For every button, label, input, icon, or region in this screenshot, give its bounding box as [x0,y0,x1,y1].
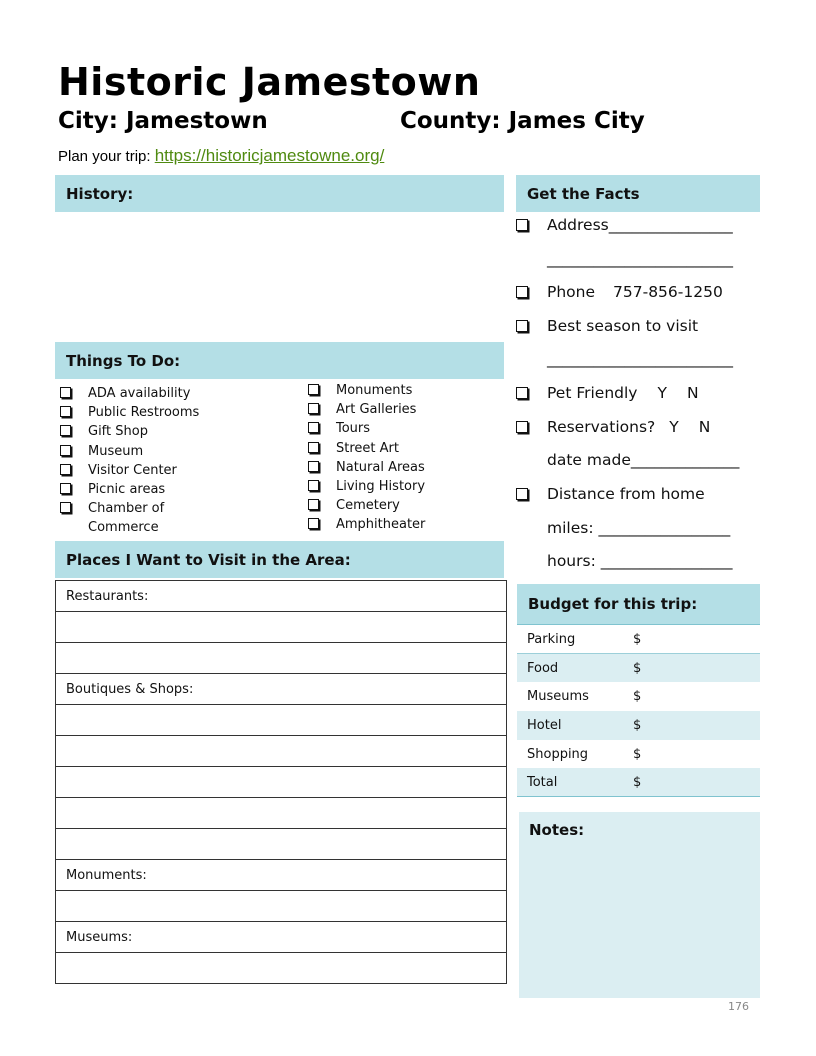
phone-item[interactable]: Phone 757-856-1250 [516,283,723,301]
checklist-item[interactable]: ADA availability [60,386,190,401]
checklist-item[interactable]: Chamber of [60,501,164,516]
yes-option[interactable]: Y [669,418,679,436]
date-made-line: date made______________ [547,451,740,469]
places-row[interactable] [56,767,506,798]
city-label: City: Jamestown [58,108,268,134]
budget-row[interactable]: Museums $ [527,689,642,704]
checklist-item[interactable]: Visitor Center [60,463,177,478]
checklist-item[interactable]: Art Galleries [308,402,416,417]
county-label: County: James City [400,108,645,134]
checkbox-icon[interactable] [308,461,319,472]
budget-row[interactable]: Hotel $ [517,711,760,740]
plan-trip-label: Plan your trip: [58,148,155,165]
no-option[interactable]: N [698,418,711,436]
budget-row-total[interactable]: Total $ [517,768,760,797]
things-to-do-header: Things To Do: [55,342,504,379]
checklist-item[interactable]: Cemetery [308,498,400,513]
page-number: 176 [728,1000,749,1013]
checklist-item[interactable]: Gift Shop [60,424,148,439]
checkbox-icon[interactable] [308,422,319,433]
places-table [55,580,507,984]
places-row[interactable] [56,736,506,767]
places-row[interactable] [56,829,506,860]
checkbox-icon[interactable] [60,425,71,436]
budget-row[interactable]: Food $ [517,653,760,682]
places-row[interactable] [56,705,506,736]
notes-box[interactable] [519,812,760,998]
checkbox-icon[interactable] [308,499,319,510]
checkbox-icon[interactable] [308,480,319,491]
budget-row[interactable]: Parking $ [527,632,642,647]
checkbox-icon[interactable] [516,320,528,332]
checklist-item[interactable]: Public Restrooms [60,405,199,420]
checkbox-icon[interactable] [60,445,71,456]
best-season-item[interactable]: Best season to visit [516,317,698,335]
website-link[interactable]: https://historicjamestowne.org/ [154,146,385,165]
budget-row[interactable]: Shopping $ [527,747,642,762]
address-line: ________________________ [547,250,733,268]
checkbox-icon[interactable] [60,464,71,475]
plan-trip-line [58,146,384,166]
pet-friendly-item[interactable]: Pet Friendly Y N [516,384,699,402]
checkbox-icon[interactable] [516,488,528,500]
places-row[interactable] [56,612,506,643]
checklist-item[interactable]: Monuments [308,383,412,398]
places-row[interactable] [56,798,506,829]
places-header: Places I Want to Visit in the Area: [55,541,504,578]
checkbox-icon[interactable] [516,286,528,298]
checklist-item[interactable]: Tours [308,421,370,436]
places-row[interactable] [56,643,506,674]
yes-option[interactable]: Y [657,384,667,402]
checkbox-icon[interactable] [308,384,319,395]
checklist-item[interactable]: Street Art [308,441,399,456]
no-option[interactable]: N [686,384,699,402]
season-line: ________________________ [547,350,733,368]
checklist-item[interactable]: Living History [308,479,425,494]
miles-line: miles: _________________ [547,519,731,537]
checkbox-icon[interactable] [308,442,319,453]
places-row[interactable]: Museums: [56,922,506,953]
history-header: History: [55,175,504,212]
address-item[interactable]: Address________________ [516,216,733,234]
facts-header: Get the Facts [516,175,760,212]
places-row[interactable] [56,891,506,922]
page-title: Historic Jamestown [58,60,481,104]
reservations-item[interactable]: Reservations? Y N [516,418,710,436]
checklist-item-continued: Commerce [88,520,159,535]
budget-header: Budget for this trip: [517,584,760,624]
checkbox-icon[interactable] [308,403,319,414]
places-row[interactable]: Restaurants: [56,581,506,612]
checklist-item[interactable]: Museum [60,444,143,459]
checklist-item[interactable]: Picnic areas [60,482,165,497]
places-row[interactable]: Boutiques & Shops: [56,674,506,705]
checklist-item[interactable]: Amphitheater [308,517,425,532]
checkbox-icon[interactable] [516,219,528,231]
checkbox-icon[interactable] [308,518,319,529]
checklist-item[interactable]: Natural Areas [308,460,425,475]
notes-label: Notes: [529,821,585,839]
checkbox-icon[interactable] [60,502,71,513]
checkbox-icon[interactable] [60,483,71,494]
places-row[interactable]: Monuments: [56,860,506,891]
places-row[interactable] [56,953,506,984]
distance-item[interactable]: Distance from home [516,485,705,503]
phone-value: 757-856-1250 [613,283,723,301]
checkbox-icon[interactable] [516,421,528,433]
checkbox-icon[interactable] [60,387,71,398]
checkbox-icon[interactable] [516,387,528,399]
hours-line: hours: _________________ [547,552,733,570]
checkbox-icon[interactable] [60,406,71,417]
